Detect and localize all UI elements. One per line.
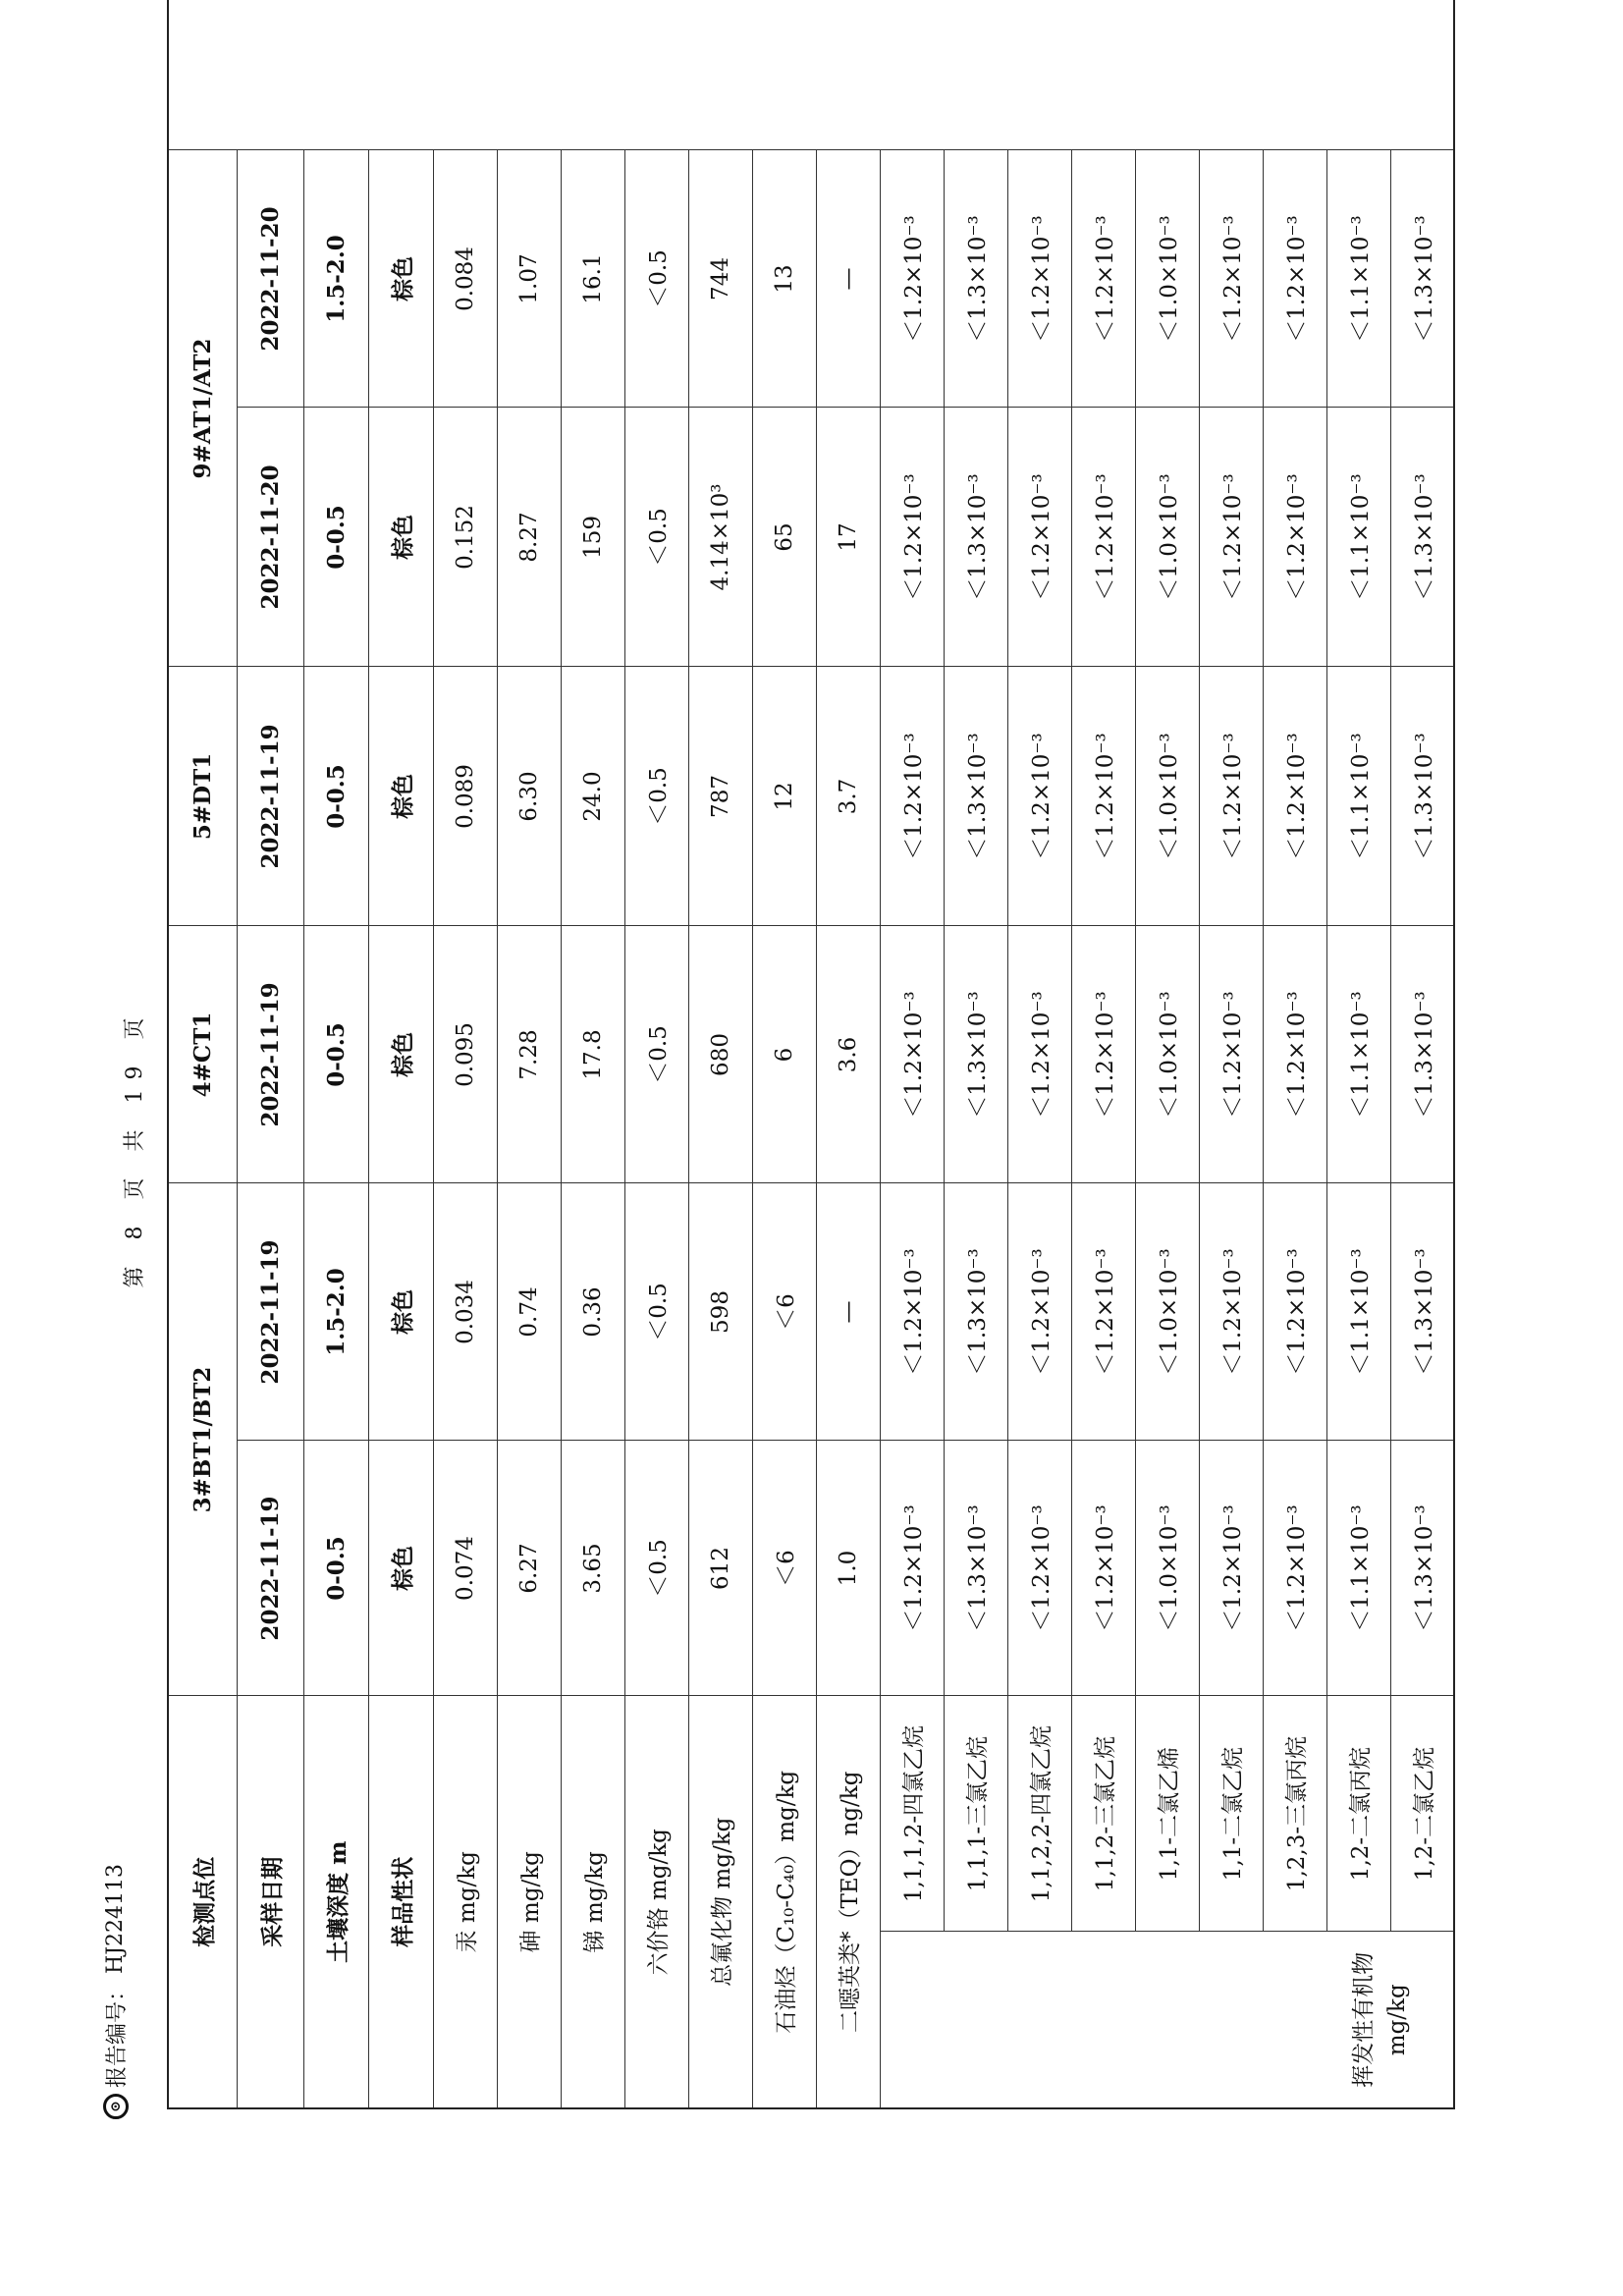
data-cell: ＜1.2×10⁻³ <box>1007 1441 1071 1696</box>
voc-row <box>1326 0 1390 2108</box>
data-cell: 17.8 <box>561 926 624 1183</box>
analyte-row <box>816 0 880 2108</box>
voc-compound-label: 1,1-二氯乙烯 <box>1135 1696 1199 1932</box>
analyte-label: 二噁英类*（TEQ）ng/kg <box>816 1696 880 2108</box>
data-cell: 6.27 <box>497 1441 561 1696</box>
voc-compound-label: 1,1,2-三氯乙烷 <box>1071 1696 1135 1932</box>
data-cell: ＜1.2×10⁻³ <box>1071 408 1135 667</box>
data-cell: ＜1.3×10⁻³ <box>1390 1183 1454 1441</box>
data-cell: ＜1.2×10⁻³ <box>1007 408 1071 667</box>
data-cell: ＜1.2×10⁻³ <box>880 926 944 1183</box>
page-indicator: 第 8 页 共 19 页 <box>123 1008 147 1288</box>
data-cell: ＜1.2×10⁻³ <box>1263 408 1326 667</box>
voc-row <box>1071 0 1135 2108</box>
voc-row <box>880 0 944 2108</box>
data-cell: 3.65 <box>561 1441 624 1696</box>
data-cell: ＜1.0×10⁻³ <box>1135 1441 1199 1696</box>
data-cell: 0.034 <box>433 1183 497 1441</box>
data-cell: 7.28 <box>497 926 561 1183</box>
cell-date: 2022-11-19 <box>237 1441 303 1696</box>
data-cell: 680 <box>688 926 752 1183</box>
data-cell: ＜6 <box>752 1183 816 1441</box>
data-cell: ＜1.3×10⁻³ <box>944 150 1007 408</box>
report-number-label: 报告编号： <box>105 1979 130 2088</box>
data-cell: ＜1.3×10⁻³ <box>1390 408 1454 667</box>
data-cell: ＜1.3×10⁻³ <box>1390 1441 1454 1696</box>
data-cell: 0.074 <box>433 1441 497 1696</box>
data-cell: ＜1.1×10⁻³ <box>1326 408 1390 667</box>
cell-depth: 1.5-2.0 <box>303 150 368 408</box>
data-cell: 1.07 <box>497 150 561 408</box>
data-cell: 4.14×10³ <box>688 408 752 667</box>
data-cell: ＜1.2×10⁻³ <box>880 1183 944 1441</box>
voc-row <box>1007 0 1071 2108</box>
data-cell: ＜1.2×10⁻³ <box>1007 667 1071 926</box>
company-logo: ⊙ <box>103 2094 129 2119</box>
data-cell: ＜1.3×10⁻³ <box>944 1183 1007 1441</box>
voc-compound-label: 1,1,1-三氯乙烷 <box>944 1696 1007 1932</box>
voc-row <box>944 0 1007 2108</box>
data-cell: ＜1.2×10⁻³ <box>1263 1183 1326 1441</box>
cell-depth: 0-0.5 <box>303 1441 368 1696</box>
header-row-depth <box>303 0 368 2108</box>
cell-color: 棕色 <box>368 1441 433 1696</box>
cell-date: 2022-11-19 <box>237 926 303 1183</box>
analyte-label: 锑 mg/kg <box>561 1696 624 2108</box>
cell-color: 棕色 <box>368 1183 433 1441</box>
data-cell: ＜0.5 <box>624 1183 688 1441</box>
data-cell: 3.7 <box>816 667 880 926</box>
analyte-label: 石油烃（C₁₀-C₄₀）mg/kg <box>752 1696 816 2108</box>
cell-date: 2022-11-20 <box>237 150 303 408</box>
data-cell: ＜1.1×10⁻³ <box>1326 1183 1390 1441</box>
data-cell: 787 <box>688 667 752 926</box>
cell-color: 棕色 <box>368 926 433 1183</box>
analyte-row <box>497 0 561 2108</box>
data-cell: 612 <box>688 1441 752 1696</box>
data-cell: ＜1.0×10⁻³ <box>1135 1183 1199 1441</box>
data-cell: ＜1.2×10⁻³ <box>1263 1441 1326 1696</box>
analyte-row <box>433 0 497 2108</box>
data-cell: ＜1.2×10⁻³ <box>880 408 944 667</box>
data-cell: 0.095 <box>433 926 497 1183</box>
analyte-label: 总氟化物 mg/kg <box>688 1696 752 2108</box>
data-cell: ＜1.3×10⁻³ <box>944 1441 1007 1696</box>
analyte-row <box>752 0 816 2108</box>
voc-row <box>1263 0 1326 2108</box>
voc-compound-label: 1,1,1,2-四氯乙烷 <box>880 1696 944 1932</box>
data-cell: 0.74 <box>497 1183 561 1441</box>
data-cell: 65 <box>752 408 816 667</box>
data-cell: ＜1.2×10⁻³ <box>1199 150 1263 408</box>
data-cell: ＜1.2×10⁻³ <box>1263 150 1326 408</box>
data-cell: ＜1.3×10⁻³ <box>944 667 1007 926</box>
data-cell: ＜1.2×10⁻³ <box>1071 150 1135 408</box>
data-cell: ＜1.2×10⁻³ <box>1263 667 1326 926</box>
data-cell: ＜1.2×10⁻³ <box>1071 1441 1135 1696</box>
analyte-row <box>561 0 624 2108</box>
data-cell: ＜1.2×10⁻³ <box>1199 1441 1263 1696</box>
data-cell: ＜1.3×10⁻³ <box>1390 150 1454 408</box>
voc-row <box>1135 0 1199 2108</box>
data-cell: ＜1.2×10⁻³ <box>880 1441 944 1696</box>
analyte-label: 六价铬 mg/kg <box>624 1696 688 2108</box>
data-cell: 0.152 <box>433 408 497 667</box>
data-cell: ＜0.5 <box>624 150 688 408</box>
data-cell: 12 <box>752 667 816 926</box>
data-cell: ＜1.1×10⁻³ <box>1326 926 1390 1183</box>
site-group-header: 4#CT1 <box>168 926 237 1183</box>
voc-group-label: 挥发性有机物 mg/kg <box>880 1932 1454 2108</box>
analyte-label: 汞 mg/kg <box>433 1696 497 2108</box>
data-cell: ＜1.2×10⁻³ <box>1199 1183 1263 1441</box>
site-group-header: 9#AT1/AT2 <box>168 150 237 667</box>
cell-depth: 0-0.5 <box>303 926 368 1183</box>
data-cell: 3.6 <box>816 926 880 1183</box>
data-cell: 598 <box>688 1183 752 1441</box>
data-cell: ＜1.2×10⁻³ <box>1199 926 1263 1183</box>
data-cell: ＜0.5 <box>624 667 688 926</box>
data-cell: ＜1.2×10⁻³ <box>1199 408 1263 667</box>
data-cell: 744 <box>688 150 752 408</box>
data-cell: ＜1.3×10⁻³ <box>944 408 1007 667</box>
data-table <box>167 0 1455 2109</box>
cell-depth: 1.5-2.0 <box>303 1183 368 1441</box>
data-cell: 0.36 <box>561 1183 624 1441</box>
data-cell: 1.0 <box>816 1441 880 1696</box>
data-cell: 17 <box>816 408 880 667</box>
data-cell: 0.084 <box>433 150 497 408</box>
cell-depth: 0-0.5 <box>303 667 368 926</box>
data-cell: ＜1.2×10⁻³ <box>1199 667 1263 926</box>
analyte-label: 砷 mg/kg <box>497 1696 561 2108</box>
cell-color: 棕色 <box>368 150 433 408</box>
cell-color: 棕色 <box>368 667 433 926</box>
data-cell: ＜1.0×10⁻³ <box>1135 408 1199 667</box>
data-cell: ＜1.2×10⁻³ <box>1071 1183 1135 1441</box>
data-cell: ＜0.5 <box>624 926 688 1183</box>
data-cell: ＜1.0×10⁻³ <box>1135 150 1199 408</box>
data-cell: 0.089 <box>433 667 497 926</box>
voc-compound-label: 1,1-二氯乙烷 <box>1199 1696 1263 1932</box>
data-cell: ＜1.3×10⁻³ <box>944 926 1007 1183</box>
voc-compound-label: 1,1,2,2-四氯乙烷 <box>1007 1696 1071 1932</box>
header-row-date <box>237 0 303 2108</box>
data-cell: 159 <box>561 408 624 667</box>
data-cell: ＜0.5 <box>624 1441 688 1696</box>
data-cell: ＜0.5 <box>624 408 688 667</box>
header-row-color <box>368 0 433 2108</box>
data-cell: ＜1.2×10⁻³ <box>1007 1183 1071 1441</box>
voc-compound-label: 1,2,3-三氯丙烷 <box>1263 1696 1326 1932</box>
voc-row <box>1390 0 1454 2108</box>
site-group-header: 3#BT1/BT2 <box>168 1183 237 1696</box>
row-header-depth: 土壤深度 m <box>303 1696 368 2108</box>
data-cell: — <box>816 150 880 408</box>
row-header-site: 检测点位 <box>168 1696 237 2108</box>
data-cell: ＜1.2×10⁻³ <box>1007 926 1071 1183</box>
data-cell: ＜1.2×10⁻³ <box>880 667 944 926</box>
data-cell: 13 <box>752 150 816 408</box>
data-cell: 8.27 <box>497 408 561 667</box>
data-cell: ＜1.1×10⁻³ <box>1326 1441 1390 1696</box>
data-cell: ＜1.2×10⁻³ <box>880 150 944 408</box>
cell-date: 2022-11-19 <box>237 667 303 926</box>
data-cell: 16.1 <box>561 150 624 408</box>
data-cell: ＜1.2×10⁻³ <box>1007 150 1071 408</box>
data-cell: ＜6 <box>752 1441 816 1696</box>
data-cell: 6 <box>752 926 816 1183</box>
data-cell: ＜1.1×10⁻³ <box>1326 667 1390 926</box>
data-cell: ＜1.3×10⁻³ <box>1390 926 1454 1183</box>
cell-depth: 0-0.5 <box>303 408 368 667</box>
voc-compound-label: 1,2-二氯乙烷 <box>1390 1696 1454 1932</box>
analyte-row <box>688 0 752 2108</box>
header-row-site <box>168 0 237 2108</box>
data-cell: 6.30 <box>497 667 561 926</box>
analyte-row <box>624 0 688 2108</box>
data-cell: ＜1.0×10⁻³ <box>1135 926 1199 1183</box>
data-cell: ＜1.3×10⁻³ <box>1390 667 1454 926</box>
data-cell: ＜1.2×10⁻³ <box>1263 926 1326 1183</box>
voc-compound-label: 1,2-二氯丙烷 <box>1326 1696 1390 1932</box>
data-cell: ＜1.2×10⁻³ <box>1071 926 1135 1183</box>
cell-date: 2022-11-19 <box>237 1183 303 1441</box>
data-cell: 24.0 <box>561 667 624 926</box>
data-cell: ＜1.2×10⁻³ <box>1071 667 1135 926</box>
cell-date: 2022-11-20 <box>237 408 303 667</box>
cell-color: 棕色 <box>368 408 433 667</box>
report-number: HJ224113 <box>103 1863 128 1974</box>
data-cell: ＜1.0×10⁻³ <box>1135 667 1199 926</box>
voc-row <box>1199 0 1263 2108</box>
row-header-date: 采样日期 <box>237 1696 303 2108</box>
row-header-color: 样品性状 <box>368 1696 433 2108</box>
data-cell: — <box>816 1183 880 1441</box>
data-cell: ＜1.1×10⁻³ <box>1326 150 1390 408</box>
site-group-header: 5#DT1 <box>168 667 237 926</box>
